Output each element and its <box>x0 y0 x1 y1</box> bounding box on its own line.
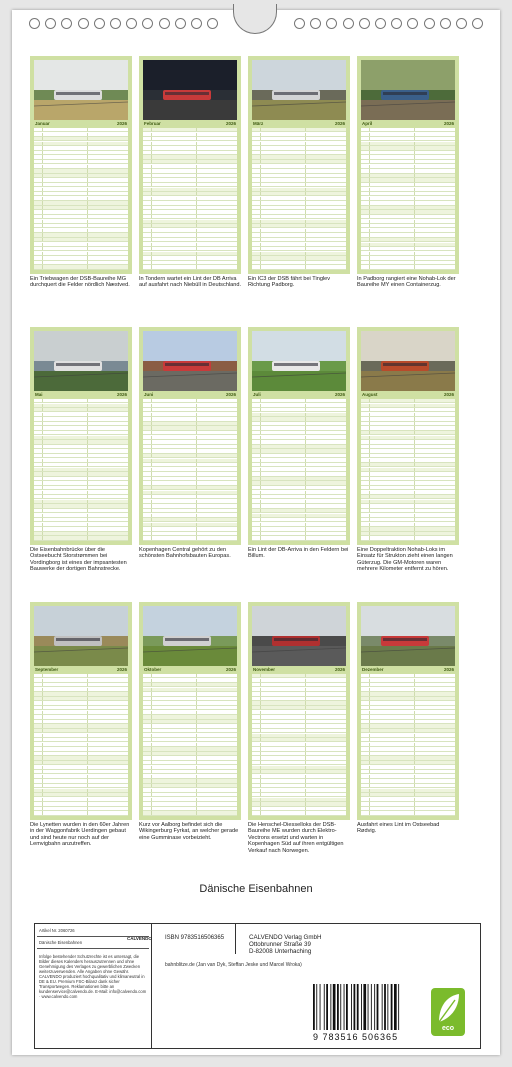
barcode-bar <box>394 984 397 1030</box>
month-photo <box>143 331 237 391</box>
barcode-bar <box>344 984 345 1030</box>
month-year: 2026 <box>116 667 127 672</box>
month-name: März <box>253 121 264 126</box>
month-photo <box>361 331 455 391</box>
month-year: 2026 <box>225 667 236 672</box>
month-name: Oktober <box>144 667 162 672</box>
binding-hole <box>472 18 483 29</box>
barcode-bar <box>333 984 336 1030</box>
calendar-title: Dänische Eisenbahnen <box>199 883 313 895</box>
day-grid <box>361 399 455 541</box>
binding-hole <box>407 18 418 29</box>
month-year: 2026 <box>334 121 345 126</box>
day-row <box>361 811 455 815</box>
photo-credits: bahnblitze.de (Jan van Dyk, Steffan Jeske und Marcel Wroka) <box>165 962 302 968</box>
day-row <box>143 811 237 815</box>
day-grid <box>252 399 346 541</box>
barcode-bar <box>361 984 362 1030</box>
month-name: Februar <box>144 121 161 126</box>
month-year: 2026 <box>334 392 345 397</box>
month-year: 2026 <box>443 121 454 126</box>
month-header <box>34 392 128 399</box>
month-header <box>143 392 237 399</box>
month-caption: Ein Triebwagen der DSB-Baureihe MG durchquert die Felder nördlich Næstved. <box>30 276 130 289</box>
day-row <box>361 536 455 540</box>
publisher-line: CALVENDO Verlag GmbH <box>249 934 322 941</box>
article-number: Artikel Nr. 2060726 <box>39 928 75 933</box>
binding-hole <box>294 18 305 29</box>
barcode-bar <box>313 984 315 1030</box>
barcode-bar <box>391 984 393 1030</box>
barcode-bar <box>377 984 379 1030</box>
month-header <box>34 667 128 674</box>
month-year: 2026 <box>443 667 454 672</box>
day-row <box>252 265 346 269</box>
month-photo <box>252 331 346 391</box>
day-grid <box>252 128 346 270</box>
month-header <box>361 121 455 128</box>
binding-hole <box>456 18 467 29</box>
month-photo <box>361 606 455 666</box>
month-year: 2026 <box>443 392 454 397</box>
month-year: 2026 <box>116 392 127 397</box>
month-year: 2026 <box>116 121 127 126</box>
calvendo-logo: CALVENDO <box>127 936 152 941</box>
day-row <box>143 536 237 540</box>
day-grid <box>143 674 237 816</box>
day-row <box>143 265 237 269</box>
barcode-bar <box>363 984 366 1030</box>
month-photo <box>143 606 237 666</box>
isbn: ISBN 9783516506365 <box>165 935 225 941</box>
barcode-bar <box>384 984 386 1030</box>
day-row <box>252 536 346 540</box>
day-grid <box>252 674 346 816</box>
article-title: Dänische Eisenbahnen <box>39 940 83 945</box>
month-header <box>361 392 455 399</box>
calendar-sheet <box>12 10 500 1055</box>
barcode-bar <box>368 984 369 1030</box>
day-grid <box>34 128 128 270</box>
binding-hole <box>207 18 218 29</box>
day-grid <box>143 128 237 270</box>
hanger-cutout <box>233 4 277 34</box>
barcode-bar <box>382 984 383 1030</box>
legal-text: Infolge bestehender Schutzrechte ist es untersagt, die Bilder dieses Kalenders herauszutrennen und ohne Genehmigung des Verlages zu gewerblichen Zwecken weiterzuverwenden. Alle Angaben ohne Gewähr. CALVENDO produziert hochqualitativ und klimaneutral in DE & EU. Premium FSC-Bilanz dank sicher Transportwegen. Reklamationen bitte an kundenservice@calvendo.de. E-Mail: info@calvendo.com · www.calvendo.com <box>39 954 147 999</box>
month-header <box>143 121 237 128</box>
day-row <box>361 265 455 269</box>
month-photo <box>361 60 455 120</box>
day-grid <box>361 674 455 816</box>
publisher-line: D-82008 Unterhaching <box>249 948 312 956</box>
month-caption: In Tondern wartet ein Lint der DB Arriva auf ausfahrt nach Niebüll in Deutschland. <box>139 276 241 289</box>
publisher-line: Ottobrunner Straße 39 <box>249 941 311 949</box>
day-row <box>34 536 128 540</box>
month-year: 2026 <box>225 121 236 126</box>
binding-hole <box>29 18 40 29</box>
month-name: Juni <box>144 392 154 397</box>
month-header <box>252 121 346 128</box>
month-header <box>252 667 346 674</box>
month-name: Dezember <box>362 667 384 672</box>
binding-hole <box>45 18 56 29</box>
month-caption: Eine Doppeltraktion Nohab-Loks im Einsatz für Strukton zieht einen langen Güterzug. Die GM-Motoren waren mehrere Kilometer entfernt zu hören. <box>357 547 453 573</box>
month-header <box>143 667 237 674</box>
barcode-bar <box>357 984 359 1030</box>
month-photo <box>252 60 346 120</box>
month-photo <box>34 60 128 120</box>
month-header <box>361 667 455 674</box>
binding-holes-right <box>294 18 488 32</box>
month-name: August <box>362 392 378 397</box>
binding-hole <box>391 18 402 29</box>
barcode-bar <box>326 984 328 1030</box>
binding-hole <box>343 18 354 29</box>
month-photo <box>34 606 128 666</box>
month-name: Juli <box>253 392 261 397</box>
binding-hole <box>78 18 89 29</box>
binding-hole <box>110 18 121 29</box>
barcode-bar <box>320 984 321 1030</box>
month-caption: In Padborg rangiert eine Nohab-Lok der Baureihe MY einen Containerzug. <box>357 276 456 289</box>
month-photo <box>252 606 346 666</box>
binding-hole <box>94 18 105 29</box>
month-name: Mai <box>35 392 43 397</box>
month-caption: Ein IC3 der DSB fährt bei Tinglev Richtung Padborg. <box>248 276 331 289</box>
leaf-icon <box>431 988 465 1028</box>
binding-hole <box>375 18 386 29</box>
eco-label: eco <box>441 1025 455 1032</box>
day-grid <box>34 674 128 816</box>
barcode-bar <box>346 984 348 1030</box>
day-row <box>34 811 128 815</box>
month-name: Januar <box>35 121 50 126</box>
binding-holes-left <box>29 18 223 32</box>
barcode-bar <box>398 984 399 1030</box>
month-header <box>252 392 346 399</box>
barcode-digits: 9 783516 506365 <box>313 1032 399 1042</box>
month-year: 2026 <box>225 392 236 397</box>
binding-hole <box>326 18 337 29</box>
barcode-bar <box>387 984 388 1030</box>
month-name: September <box>35 667 59 672</box>
barcode-bar <box>330 984 331 1030</box>
binding-hole <box>61 18 72 29</box>
publisher-address <box>249 934 321 956</box>
barcode-bar <box>371 984 372 1030</box>
binding-hole <box>175 18 186 29</box>
month-caption: Die Eisenbahnbrücke über die Ostseebucht Storstrømmen bei Vordingborg ist eines der impsantesten Bauwerke der dortigen Bahnstrecke. <box>30 547 127 573</box>
binding-hole <box>142 18 153 29</box>
day-row <box>34 265 128 269</box>
binding-hole <box>159 18 170 29</box>
day-row <box>252 811 346 815</box>
binding-hole <box>310 18 321 29</box>
product-label <box>34 923 481 1049</box>
barcode-bar <box>324 984 325 1030</box>
month-header <box>34 121 128 128</box>
month-caption: Die Lynetten wurden in den 60er Jahren in der Waggonfabrik Uerdingen gebaut und sind heute nur noch auf der Lemvigbahn anzutreffen. <box>30 822 130 848</box>
day-grid <box>361 128 455 270</box>
day-grid <box>34 399 128 541</box>
barcode-bar <box>351 984 352 1030</box>
binding-hole <box>126 18 137 29</box>
month-caption: Die Henschel-Diesselloks der DSB-Baureihe ME wurden durch Elektro-Vectrons ersetzt und warten in Kopenhagen Süd auf ihren entgültigen Verkauf nach Norwegen. <box>248 822 344 854</box>
barcode-bar <box>374 984 375 1030</box>
barcode-bar <box>337 984 339 1030</box>
binding-hole <box>359 18 370 29</box>
month-name: April <box>362 121 373 126</box>
barcode-bar <box>354 984 356 1030</box>
month-caption: Kopenhagen Central gehört zu den schönsten Bahnhofsbauten Europas. <box>139 547 231 560</box>
month-name: November <box>253 667 276 672</box>
binding-hole <box>191 18 202 29</box>
month-photo <box>34 331 128 391</box>
month-caption: Ein Lint der DB-Arriva in den Feldern bei Billum. <box>248 547 349 560</box>
binding-hole <box>424 18 435 29</box>
month-year: 2026 <box>334 667 345 672</box>
month-photo <box>143 60 237 120</box>
binding-hole <box>440 18 451 29</box>
day-grid <box>143 399 237 541</box>
barcode-bar <box>316 984 317 1030</box>
month-caption: Kurz vor Aalborg befindet sich die Wikingerburg Fyrkat, an welcher gerade eine Gumminase vorbeizieht. <box>139 822 239 841</box>
month-caption: Ausfahrt eines Lint im Ostseebad Rødvig. <box>357 822 440 835</box>
barcode-bar <box>340 984 341 1030</box>
